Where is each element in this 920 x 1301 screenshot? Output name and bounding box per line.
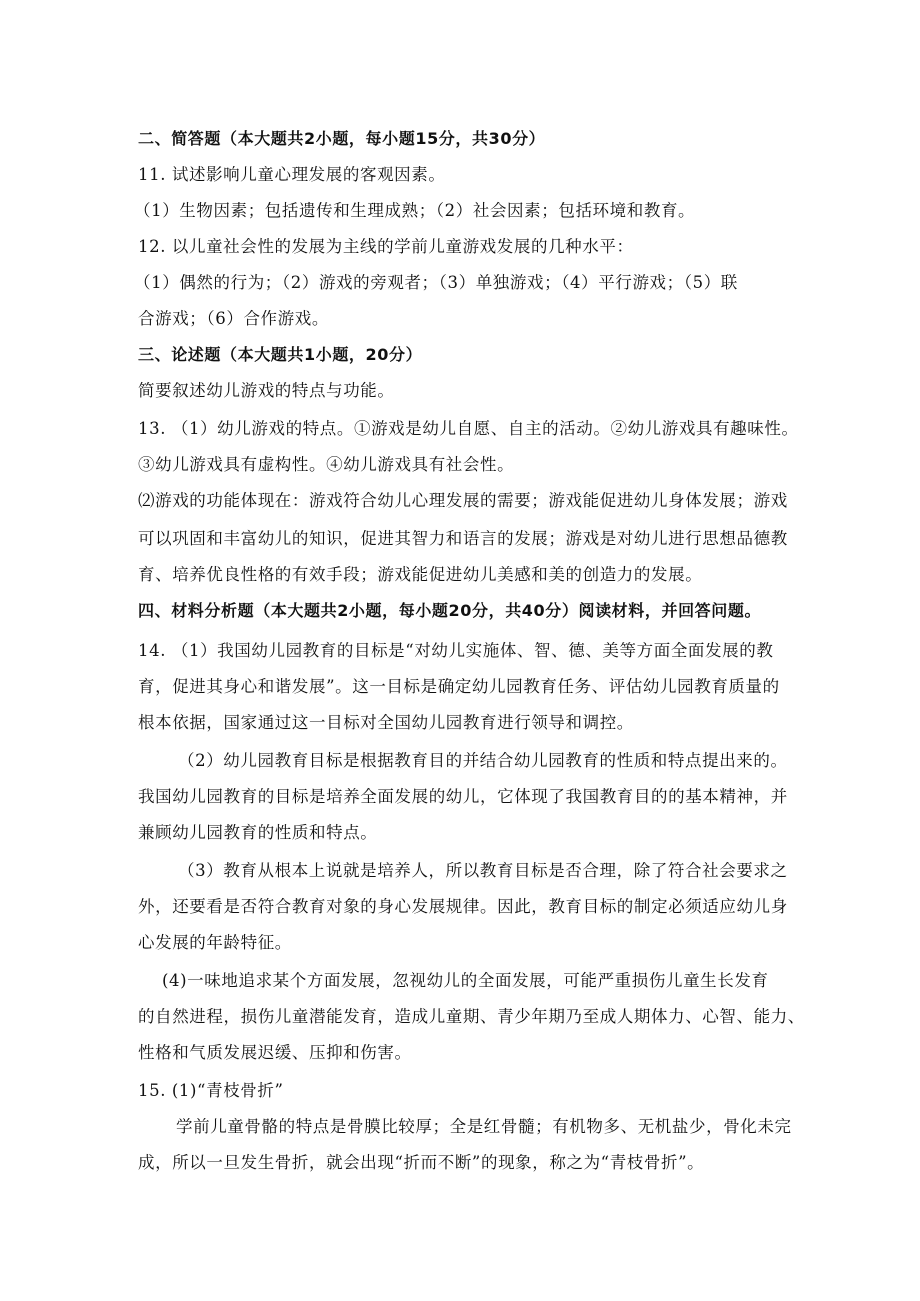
answer-15-line-2: 成，所以一旦发生骨折，就会出现“折而不断”的现象，称之为“青枝骨折”。: [138, 1153, 705, 1172]
answer-14-part-2-line-3: 兼顾幼儿园教育的性质和特点。: [138, 823, 378, 842]
answer-14-part-1-line-2: 育，促进其身心和谐发展”。这一目标是确定幼儿园教育任务、评估幼儿园教育质量的: [138, 677, 780, 696]
answer-12-line-2: 合游戏；（6）合作游戏。: [138, 309, 329, 328]
answer-13-line-1: 13. （1）幼儿游戏的特点。①游戏是幼儿自愿、自主的活动。②幼儿游戏具有趣味性。: [138, 419, 799, 438]
answer-12-line-1: （1）偶然的行为；（2）游戏的旁观者；（3）单独游戏；（4）平行游戏；（5）联: [134, 273, 738, 292]
answer-11: （1）生物因素；包括遗传和生理成熟；（2）社会因素；包括环境和教育。: [134, 201, 696, 220]
question-11: 11. 试述影响儿童心理发展的客观因素。: [138, 165, 446, 184]
answer-14-part-3-line-1: （3）教育从根本上说就是培养人，所以教育目标是否合理，除了符合社会要求之: [178, 861, 788, 880]
answer-15-line-1: 学前儿童骨骼的特点是骨膜比较厚；全是红骨髓；有机物多、无机盐少，骨化未完: [176, 1117, 792, 1136]
section-heading-material-analysis: 四、材料分析题（本大题共2小题，每小题20分，共40分）阅读材料，并回答问题。: [138, 601, 762, 620]
answer-13-line-5: 育、培养优良性格的有效手段；游戏能促进幼儿美感和美的创造力的发展。: [138, 565, 703, 584]
answer-14-part-3-line-2: 外，还要看是否符合教育对象的身心发展规律。因此，教育目标的制定必须适应幼儿身: [138, 897, 788, 916]
answer-14-part-1-line-3: 根本依据，国家通过这一目标对全国幼儿园教育进行领导和调控。: [138, 713, 634, 732]
answer-14-part-4-line-1: (4)一味地追求某个方面发展，忽视幼儿的全面发展，可能严重损伤儿童生长发育: [162, 971, 769, 990]
section-heading-essay: 三、论述题（本大题共1小题，20分）: [138, 345, 423, 364]
answer-14-part-4-line-3: 性格和气质发展迟缓、压抑和伤害。: [138, 1043, 412, 1062]
answer-13-line-2: ③幼儿游戏具有虚构性。④幼儿游戏具有社会性。: [138, 455, 515, 474]
answer-14-part-2-line-2: 我国幼儿园教育的目标是培养全面发展的幼儿，它体现了我国教育目的的基本精神，并: [138, 787, 788, 806]
answer-13-line-3: ⑵游戏的功能体现在：游戏符合幼儿心理发展的需要；游戏能促进幼儿身体发展；游戏: [138, 491, 788, 510]
answer-13-line-4: 可以巩固和丰富幼儿的知识，促进其智力和语言的发展；游戏是对幼儿进行思想品德教: [138, 529, 788, 548]
essay-prompt: 简要叙述幼儿游戏的特点与功能。: [138, 381, 395, 400]
answer-14-part-2-line-1: （2）幼儿园教育目标是根据教育目的并结合幼儿园教育的性质和特点提出来的。: [178, 751, 788, 770]
answer-14-part-1-line-1: 14. （1）我国幼儿园教育的目标是“对幼儿实施体、智、德、美等方面全面发展的教: [138, 641, 774, 660]
answer-15-heading: 15. (1)“青枝骨折”: [138, 1081, 284, 1100]
answer-14-part-4-line-2: 的自然进程，损伤儿童潜能发育，造成儿童期、青少年期乃至成人期体力、心智、能力、: [138, 1007, 805, 1026]
question-12: 12. 以儿童社会性的发展为主线的学前儿童游戏发展的几种水平：: [138, 237, 634, 256]
answer-14-part-3-line-3: 心发展的年龄特征。: [138, 933, 292, 952]
section-heading-short-answer: 二、简答题（本大题共2小题，每小题15分，共30分）: [138, 129, 546, 148]
